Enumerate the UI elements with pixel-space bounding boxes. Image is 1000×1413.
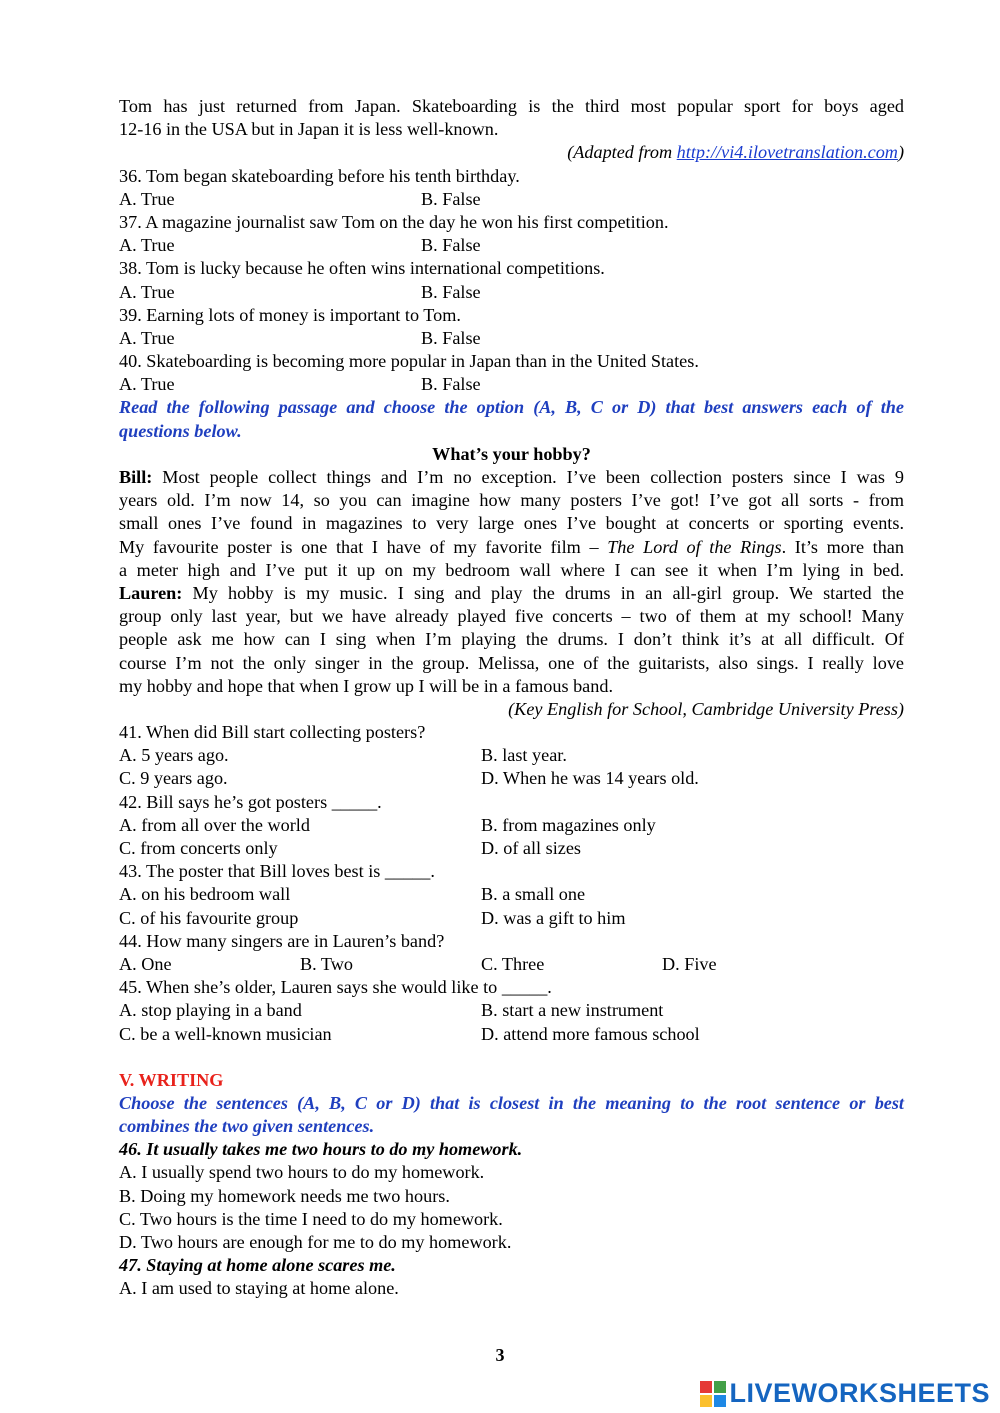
answer-row bbox=[119, 188, 904, 211]
passage-line: small ones I’ve found in magazines to very large ones I’ve bought at concerts or sporting events. bbox=[119, 513, 904, 534]
answer-row bbox=[119, 814, 904, 837]
option-b[interactable]: B. Doing my homework needs me two hours. bbox=[119, 1185, 450, 1206]
bill-paragraph bbox=[119, 466, 904, 582]
option-b[interactable]: B. start a new instrument bbox=[481, 1000, 664, 1021]
option-b[interactable]: B. a small one bbox=[481, 884, 586, 905]
film-title: The Lord of the Rings bbox=[607, 536, 782, 557]
writing-instruction: Choose the sentences (A, B, C or D) that is closest in the meaning to the root sentence or best bbox=[119, 1092, 904, 1113]
option-d[interactable]: D. attend more famous school bbox=[481, 1023, 700, 1044]
citation-prefix: (Adapted from bbox=[567, 142, 677, 163]
option-a[interactable]: A. 5 years ago. bbox=[119, 745, 229, 766]
worksheet-page bbox=[119, 95, 904, 1301]
option-a[interactable]: A. stop playing in a band bbox=[119, 1000, 302, 1021]
logo-square-blue bbox=[714, 1395, 726, 1407]
question-46: 46. It usually takes me two hours to do my homework. bbox=[119, 1139, 523, 1160]
question-43: 43. The poster that Bill loves best is _____. bbox=[119, 861, 435, 882]
answer-row bbox=[119, 234, 904, 257]
spacer bbox=[119, 1046, 904, 1069]
option-c[interactable]: C. be a well-known musician bbox=[119, 1023, 332, 1044]
option-b[interactable]: B. Two bbox=[300, 953, 353, 974]
passage-line: Tom has just returned from Japan. Skateboarding is the third most popular sport for boys aged bbox=[119, 96, 904, 116]
answer-row bbox=[119, 1023, 904, 1046]
passage-line: group only last year, but we have already played five concerts – two of them at my school! Many bbox=[119, 606, 904, 627]
option-b[interactable]: B. from magazines only bbox=[481, 814, 656, 835]
lauren-paragraph bbox=[119, 582, 904, 698]
writing-instruction: combines the two given sentences. bbox=[119, 1116, 375, 1137]
option-true[interactable]: A. True bbox=[119, 374, 175, 395]
passage-line: 12-16 in the USA but in Japan it is less well-known. bbox=[119, 119, 499, 140]
option-false[interactable]: B. False bbox=[421, 235, 481, 256]
speaker-name: Bill: bbox=[119, 467, 153, 487]
question-41: 41. When did Bill start collecting posters? bbox=[119, 722, 426, 743]
page-number: 3 bbox=[495, 1345, 505, 1365]
speaker-name: Lauren: bbox=[119, 582, 183, 603]
answer-row bbox=[119, 883, 904, 906]
option-a[interactable]: A. One bbox=[119, 953, 172, 974]
option-c[interactable]: C. from concerts only bbox=[119, 838, 278, 858]
question-45: 45. When she’s older, Lauren says she would like to _____. bbox=[119, 977, 552, 998]
passage-line bbox=[119, 582, 904, 605]
option-true[interactable]: A. True bbox=[119, 188, 175, 209]
answer-row bbox=[119, 953, 904, 976]
citation-suffix: ) bbox=[897, 142, 904, 163]
option-true[interactable]: A. True bbox=[119, 235, 175, 256]
option-true[interactable]: A. True bbox=[119, 327, 175, 348]
logo-square-yellow bbox=[700, 1395, 712, 1407]
option-d[interactable]: D. Two hours are enough for me to do my homework. bbox=[119, 1232, 512, 1252]
passage-line: course I’m not the only singer in the group. Melissa, one of the guitarists, also sings. I really love bbox=[119, 652, 904, 673]
true-false-section bbox=[119, 165, 904, 397]
passage-text: . It’s more than bbox=[781, 536, 904, 557]
option-false[interactable]: B. False bbox=[421, 374, 481, 395]
option-d[interactable]: D. Five bbox=[662, 953, 717, 974]
option-true[interactable]: A. True bbox=[119, 281, 175, 302]
option-c[interactable]: C. of his favourite group bbox=[119, 907, 299, 928]
source-citation bbox=[119, 141, 904, 164]
passage-line: years old. I’m now 14, so you can imagine how many posters I’ve got! I’ve got all sorts - from bbox=[119, 490, 904, 511]
multiple-choice-section bbox=[119, 721, 904, 1046]
answer-row bbox=[119, 837, 904, 860]
option-false[interactable]: B. False bbox=[421, 327, 481, 348]
passage-text: My hobby is my music. I sing and play the drums in an all-girl group. We started the bbox=[182, 582, 904, 603]
passage-text: Most people collect things and I’m no exception. I’ve been collection posters since I was 9 bbox=[152, 467, 904, 487]
answer-row bbox=[119, 281, 904, 304]
question-39: 39. Earning lots of money is important to Tom. bbox=[119, 304, 461, 325]
answer-row bbox=[119, 767, 904, 790]
option-a[interactable]: A. from all over the world bbox=[119, 814, 310, 835]
option-c[interactable]: C. Two hours is the time I need to do my homework. bbox=[119, 1208, 503, 1229]
question-38: 38. Tom is lucky because he often wins international competitions. bbox=[119, 258, 605, 279]
option-a[interactable]: A. I usually spend two hours to do my homework. bbox=[119, 1162, 485, 1183]
question-36: 36. Tom began skateboarding before his tenth birthday. bbox=[119, 165, 520, 186]
passage-line bbox=[119, 536, 904, 559]
option-a[interactable]: A. on his bedroom wall bbox=[119, 884, 291, 905]
writing-section bbox=[119, 1069, 904, 1301]
source-link[interactable]: http://vi4.ilovetranslation.com bbox=[676, 142, 898, 163]
question-47: 47. Staying at home alone scares me. bbox=[119, 1255, 396, 1276]
option-c[interactable]: C. 9 years ago. bbox=[119, 768, 228, 789]
answer-row bbox=[119, 327, 904, 350]
passage-line bbox=[119, 466, 904, 489]
logo-text: LIVEWORKSHEETS bbox=[729, 1378, 990, 1408]
option-c[interactable]: C. Three bbox=[481, 953, 545, 974]
passage-title: What’s your hobby? bbox=[432, 443, 591, 464]
passage-line: my hobby and hope that when I grow up I will be in a famous band. bbox=[119, 675, 613, 696]
passage-line: a meter high and I’ve put it up on my bedroom wall where I can see it when I’m lying in bed. bbox=[119, 559, 904, 580]
option-d[interactable]: D. of all sizes bbox=[481, 838, 582, 858]
passage-line: people ask me how can I sing when I’m playing the drums. I don’t think it’s at all difficult. Of bbox=[119, 629, 904, 650]
option-false[interactable]: B. False bbox=[421, 188, 481, 209]
answer-row bbox=[119, 744, 904, 767]
option-false[interactable]: B. False bbox=[421, 281, 481, 302]
option-b[interactable]: B. last year. bbox=[481, 745, 567, 766]
source-citation: (Key English for School, Cambridge University Press) bbox=[508, 698, 904, 719]
section-heading: V. WRITING bbox=[119, 1069, 224, 1090]
logo-grid-icon bbox=[700, 1381, 726, 1407]
question-40: 40. Skateboarding is becoming more popular in Japan than in the United States. bbox=[119, 351, 699, 372]
reading-instruction: Read the following passage and choose the option (A, B, C or D) that best answers each of the bbox=[119, 397, 904, 418]
option-d[interactable]: D. When he was 14 years old. bbox=[481, 768, 699, 789]
option-a[interactable]: A. I am used to staying at home alone. bbox=[119, 1278, 399, 1299]
logo-square-red bbox=[700, 1381, 712, 1393]
question-37: 37. A magazine journalist saw Tom on the day he won his first competition. bbox=[119, 211, 669, 232]
liveworksheets-logo bbox=[700, 1378, 990, 1409]
passage-text: My favourite poster is one that I have of my favorite film – bbox=[119, 536, 608, 557]
answer-row bbox=[119, 907, 904, 930]
question-42: 42. Bill says he’s got posters _____. bbox=[119, 791, 382, 812]
reading-instruction: questions below. bbox=[119, 420, 242, 441]
logo-square-green bbox=[714, 1381, 726, 1393]
answer-row bbox=[119, 373, 904, 396]
answer-row bbox=[119, 999, 904, 1022]
question-44: 44. How many singers are in Lauren’s band? bbox=[119, 930, 445, 951]
option-d[interactable]: D. was a gift to him bbox=[481, 907, 626, 928]
